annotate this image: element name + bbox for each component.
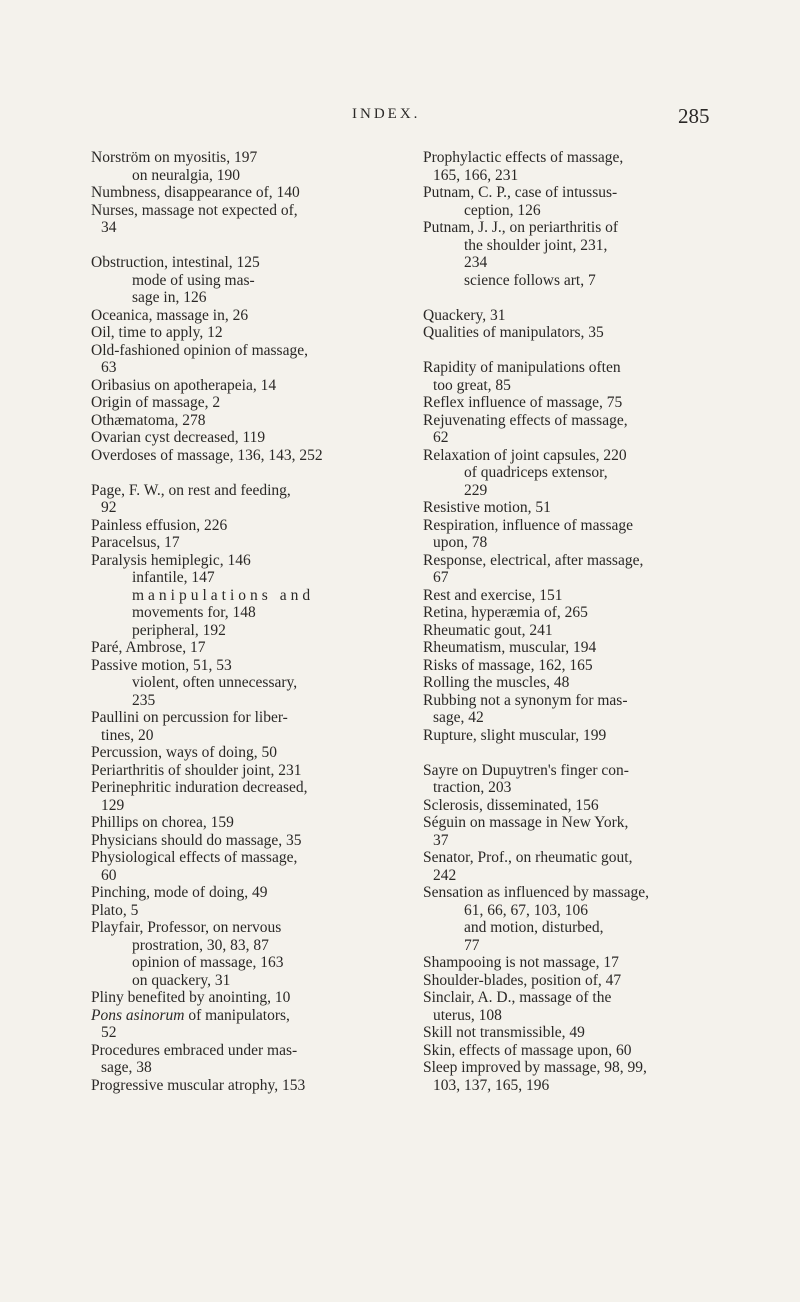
index-entry (91, 342, 396, 360)
index-entry (423, 517, 735, 535)
entry-text: Oceanica, massage in, 26 (91, 306, 249, 324)
entry-text: Origin of massage, 2 (91, 394, 221, 411)
entry-text: Sensation as influenced by massage, (423, 884, 649, 901)
index-subentry (423, 534, 735, 552)
entry-text: sage in, 126 (132, 289, 207, 306)
index-entry (91, 762, 396, 780)
entry-text: 92 (101, 499, 117, 516)
index-entry (91, 1007, 396, 1025)
entry-text: 34 (101, 219, 117, 236)
entry-text: on quackery, 31 (132, 971, 231, 989)
entry-text: Pinching, mode of doing, 49 (91, 884, 268, 901)
entry-text: Sclerosis, disseminated, 156 (423, 796, 599, 814)
entry-text: Respiration, influence of massage (423, 516, 634, 534)
index-entry (91, 1077, 396, 1095)
entry-text: Numbness, disappearance of, 140 (91, 184, 300, 201)
index-entry (423, 622, 735, 640)
entry-text: Page, F. W., on rest and feeding, (91, 481, 291, 499)
index-entry (91, 1042, 396, 1060)
entry-text: and motion, disturbed, (464, 919, 604, 936)
index-subentry (423, 1077, 735, 1095)
index-subentry (91, 692, 396, 710)
entry-text: Paré, Ambrose, 17 (91, 639, 206, 656)
entry-text: Norström on myositis, 197 (91, 149, 258, 166)
entry-text: Paullini on percussion for liber- (91, 709, 288, 726)
index-subentry (91, 272, 396, 290)
entry-text: 62 (433, 429, 449, 446)
entry-text: Paracelsus, 17 (91, 534, 180, 551)
entry-text: 165, 166, 231 (433, 166, 519, 184)
index-entry (423, 692, 735, 710)
entry-text: Phillips on chorea, 159 (91, 814, 234, 831)
entry-text: of quadriceps extensor, (464, 464, 608, 481)
section-gap (91, 464, 396, 482)
index-entry (423, 1042, 735, 1060)
entry-text: Percussion, ways of doing, 50 (91, 744, 277, 761)
index-entry (423, 307, 735, 325)
index-subentry (91, 167, 396, 185)
index-subentry (91, 937, 396, 955)
entry-text: 60 (101, 866, 117, 884)
index-entry (91, 482, 396, 500)
index-subentry (423, 867, 735, 885)
index-subentry (423, 919, 735, 937)
section-gap (423, 744, 735, 762)
entry-text: Rheumatic gout, 241 (423, 621, 553, 639)
index-entry (91, 324, 396, 342)
index-entry (423, 954, 735, 972)
entry-text: Progressive muscular atrophy, 153 (91, 1076, 306, 1094)
index-entry (91, 149, 396, 167)
entry-text: 103, 137, 165, 196 (433, 1076, 550, 1094)
entry-text: Rheumatism, muscular, 194 (423, 639, 597, 656)
index-entry (91, 832, 396, 850)
entry-text: sage, 38 (101, 1059, 152, 1076)
index-entry (91, 884, 396, 902)
index-entry (423, 587, 735, 605)
index-entry (423, 989, 735, 1007)
entry-text: 234 (464, 254, 488, 271)
index-entry (91, 412, 396, 430)
entry-text: 52 (101, 1024, 117, 1041)
index-subentry (91, 972, 396, 990)
index-entry (91, 202, 396, 220)
index-subentry (423, 237, 735, 255)
entry-text: Rest and exercise, 151 (423, 586, 563, 604)
page-number: 285 (678, 104, 710, 128)
entry-text: Sleep improved by massage, 98, 99, (423, 1059, 647, 1076)
entry-text: 61, 66, 67, 103, 106 (464, 901, 588, 919)
index-subentry (423, 482, 735, 500)
index-subentry (423, 1007, 735, 1025)
index-subentry (91, 569, 396, 587)
index-entry (423, 657, 735, 675)
entry-text: Reflex influence of massage, 75 (423, 394, 623, 411)
entry-text: Othæmatoma, 278 (91, 411, 206, 429)
index-entry (91, 429, 396, 447)
index-entry (423, 1059, 735, 1077)
entry-text: Plato, 5 (91, 901, 139, 919)
entry-text: 229 (464, 481, 488, 499)
index-subentry (91, 289, 396, 307)
entry-text: traction, 203 (433, 779, 512, 796)
entry-text: peripheral, 192 (132, 621, 226, 639)
entry-text: on neuralgia, 190 (132, 166, 241, 184)
index-entry (91, 919, 396, 937)
entry-text: the shoulder joint, 231, (464, 236, 608, 254)
index-subentry (423, 779, 735, 797)
entry-text: Séguin on massage in New York, (423, 814, 629, 831)
index-subentry (91, 359, 396, 377)
entry-text: Risks of massage, 162, 165 (423, 656, 593, 674)
index-subentry (423, 254, 735, 272)
index-entry (91, 709, 396, 727)
index-subentry (91, 219, 396, 237)
index-subentry (423, 377, 735, 395)
index-subentry (91, 1024, 396, 1042)
index-entry (423, 219, 735, 237)
index-entry (91, 254, 396, 272)
entry-text: Shoulder-blades, position of, 47 (423, 971, 622, 989)
entry-text: upon, 78 (433, 534, 488, 551)
index-subentry (91, 867, 396, 885)
entry-text: Painless effusion, 226 (91, 516, 228, 534)
index-subentry (91, 674, 396, 692)
italic-term: Pons asinorum (91, 1006, 185, 1024)
entry-text: 129 (101, 796, 125, 814)
index-subentry (423, 569, 735, 587)
index-subentry (91, 604, 396, 622)
entry-text: Relaxation of joint capsules, 220 (423, 446, 627, 464)
entry-text: Shampooing is not massage, 17 (423, 954, 619, 971)
index-entry (423, 149, 735, 167)
index-entry (91, 517, 396, 535)
entry-text: Procedures embraced under mas- (91, 1041, 298, 1059)
entry-text: Rapidity of manipulations often (423, 359, 621, 376)
entry-text: Rolling the muscles, 48 (423, 674, 570, 691)
index-entry (91, 394, 396, 412)
page-header (0, 106, 800, 130)
entry-text: Ovarian cyst decreased, 119 (91, 429, 266, 446)
entry-text: infantile, 147 (132, 569, 215, 586)
entry-text: Skin, effects of massage upon, 60 (423, 1041, 632, 1059)
index-entry (423, 552, 735, 570)
index-entry (91, 552, 396, 570)
entry-text: 235 (132, 691, 156, 709)
index-entry (91, 377, 396, 395)
index-subentry (91, 727, 396, 745)
entry-text: tines, 20 (101, 726, 154, 744)
entry-text: Rubbing not a synonym for mas- (423, 691, 628, 709)
entry-text: Oil, time to apply, 12 (91, 324, 223, 341)
index-entry (91, 849, 396, 867)
entry-text: Physicians should do massage, 35 (91, 831, 302, 849)
entry-text: science follows art, 7 (464, 271, 596, 289)
entry-text: Pliny benefited by anointing, 10 (91, 989, 291, 1006)
entry-text: Response, electrical, after massage, (423, 551, 644, 569)
index-subentry (91, 797, 396, 815)
entry-text: Passive motion, 51, 53 (91, 656, 232, 674)
section-gap (423, 342, 735, 360)
index-subentry (91, 954, 396, 972)
entry-text: 242 (433, 866, 457, 884)
entry-text: Skill not transmissible, 49 (423, 1024, 585, 1041)
entry-text: Physiological effects of massage, (91, 849, 298, 866)
entry-text: Resistive motion, 51 (423, 499, 551, 516)
index-entry (423, 412, 735, 430)
entry-text: Prophylactic effects of massage, (423, 149, 624, 166)
entry-text: Playfair, Professor, on nervous (91, 919, 282, 936)
entry-text: 37 (433, 831, 449, 849)
entry-text: opinion of massage, 163 (132, 954, 284, 971)
index-entry (423, 972, 735, 990)
entry-text: violent, often unnecessary, (132, 674, 298, 691)
entry-text: Rupture, slight muscular, 199 (423, 726, 607, 744)
index-entry (91, 307, 396, 325)
index-column-right (423, 149, 735, 1094)
entry-text: Senator, Prof., on rheumatic gout, (423, 849, 633, 866)
entry-text: Perinephritic induration decreased, (91, 779, 308, 796)
index-entry (91, 989, 396, 1007)
entry-text: Overdoses of massage, 136, 143, 252 (91, 446, 323, 464)
entry-text: Periarthritis of shoulder joint, 231 (91, 761, 302, 779)
entry-text: movements for, 148 (132, 604, 256, 621)
index-subentry (423, 937, 735, 955)
entry-text: Rejuvenating effects of massage, (423, 411, 628, 429)
index-entry (91, 184, 396, 202)
entry-text: prostration, 30, 83, 87 (132, 936, 269, 954)
index-entry (91, 744, 396, 762)
index-entry (91, 639, 396, 657)
entry-text: Sayre on Dupuytren's finger con- (423, 761, 629, 779)
entry-text: Putnam, C. P., case of intussus- (423, 184, 618, 201)
index-subentry (423, 709, 735, 727)
index-entry (423, 324, 735, 342)
section-gap (423, 289, 735, 307)
index-entry (423, 447, 735, 465)
entry-text: manipulations and (132, 586, 315, 604)
index-entry (91, 657, 396, 675)
index-subentry (423, 902, 735, 920)
entry-text: 77 (464, 936, 480, 954)
index-subentry (423, 832, 735, 850)
entry-text: Sinclair, A. D., massage of the (423, 989, 612, 1006)
index-entry (423, 499, 735, 517)
entry-text: Oribasius on apotherapeia, 14 (91, 376, 277, 394)
index-entry (91, 902, 396, 920)
index-column-left (91, 149, 396, 1094)
index-entry (423, 184, 735, 202)
section-gap (91, 237, 396, 255)
entry-text: uterus, 108 (433, 1006, 502, 1024)
index-subentry (423, 167, 735, 185)
index-subentry (423, 464, 735, 482)
index-entry (423, 762, 735, 780)
entry-text: too great, 85 (433, 376, 511, 394)
entry-text: Nurses, massage not expected of, (91, 201, 298, 219)
entry-text: sage, 42 (433, 709, 484, 726)
index-entry (423, 1024, 735, 1042)
entry-text: Old-fashioned opinion of massage, (91, 341, 308, 359)
index-entry (423, 394, 735, 412)
entry-text: Quackery, 31 (423, 306, 506, 324)
entry-text: mode of using mas- (132, 271, 255, 289)
index-subentry (423, 202, 735, 220)
entry-text: Retina, hyperæmia of, 265 (423, 604, 588, 621)
index-entry (423, 884, 735, 902)
index-subentry (91, 499, 396, 517)
entry-text: Qualities of manipulators, 35 (423, 324, 604, 341)
entry-text: of manipulators, (188, 1006, 290, 1024)
entry-text: Paralysis hemiplegic, 146 (91, 551, 251, 569)
index-entry (423, 814, 735, 832)
entry-text: 63 (101, 359, 117, 376)
index-entry (423, 359, 735, 377)
index-entry (423, 727, 735, 745)
index-subentry (91, 587, 396, 605)
index-entry (423, 604, 735, 622)
entry-text: 67 (433, 569, 449, 586)
index-subentry (91, 1059, 396, 1077)
index-entry (91, 447, 396, 465)
index-entry (91, 534, 396, 552)
index-entry (423, 674, 735, 692)
index-entry (423, 849, 735, 867)
index-entry (423, 797, 735, 815)
entry-text: Putnam, J. J., on periarthritis of (423, 219, 619, 236)
entry-text: ception, 126 (464, 201, 541, 219)
index-entry (423, 639, 735, 657)
entry-text: Obstruction, intestinal, 125 (91, 254, 260, 271)
running-title: INDEX. (352, 106, 421, 122)
index-subentry (423, 429, 735, 447)
index-subentry (91, 622, 396, 640)
index-subentry (423, 272, 735, 290)
index-entry (91, 814, 396, 832)
index-entry (91, 779, 396, 797)
